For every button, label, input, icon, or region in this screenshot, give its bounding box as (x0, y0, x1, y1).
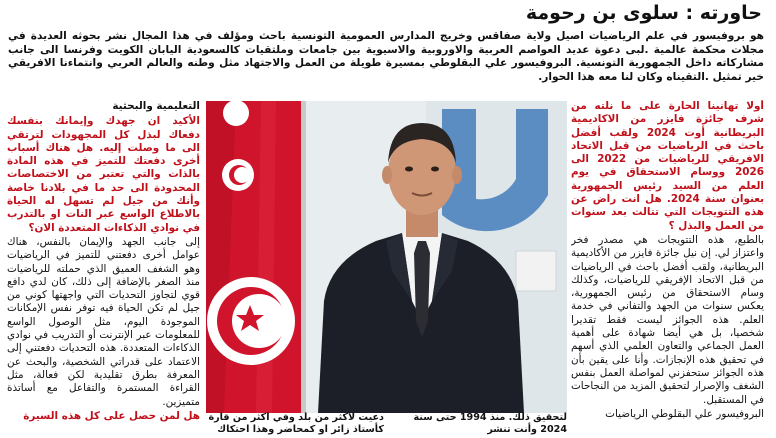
right-text-column (571, 100, 764, 438)
interview-question: أولا تهانينا الحارة على ما نلته من شرف جائزة فايزر من الاكاديمية البريطانية أوت 2024 ولقب أفضل باحث في الرياضيات من قبل الاتحاد الافريقي للرياضيات من 2022 الى 2026 ووسام الاستحقاق في يوم العلم من السيد رئيس الجمهورية بعنوان سنة 2024. هل انت راض عن هذه التتويجات التي تتالت بعد سنوات من العمل والبذل ؟ (571, 100, 764, 232)
portrait-illustration (206, 101, 567, 413)
interview-question: الأكيد ان جهدك وإيمانك بنفسك دفعاك لبذل كل المجهودات لترتقي الى ما وصلت إليه. هل هناك أسباب أخرى دفعتك للتميز في هذه المادة بالذات والتي تعتبر من الاختصاصات المحدودة الى حد ما في بلادنا خاصة وأنك من جيل لم تسهل له الحياة بالاطلاع الواسع عبر النات او بالتدرب في نوادي الذكاءات المتعددة الان؟ (7, 115, 200, 234)
left-text-column (7, 100, 200, 438)
caption-right: لتحقيق ذلك. منذ 1994 حتى سنة 2024 وأنت تنشر (413, 412, 567, 435)
interview-answer: البروفيسور علي البقلوطي الرياضيات (605, 407, 764, 420)
intro-paragraph: هو بروفيسور في علم الرياضيات اصيل ولاية صفاقس وخريج المدارس العمومية التونسية باحث ومؤلف في هذا المجال نشر بحوثه العديدة في مجلات محكمة عالمية .لبى دعوة عديد العواصم العربية والاوروبية والاسيوية بين جامعات وملتقيات كالسعودية اليابان الكويت وفرنسا الى جانب مشاركاته داخل الجمهورية التونسية. البروفيسور علي البقلوطي بمسيرة طويلة من العمل والاجتهاد مثل وطنه والعالم العربي وانتماءنا الافريقي خير تمثيل .التقيناه وكان لنا معه هذا الحوار. (8, 30, 764, 83)
interview-answer: إلى جانب الجهد والإيمان بالنفس، هناك عوامل أخرى دفعتني للتميز في الرياضيات وهو الشغف العميق الذي حملته للرياضيات منذ الصغر بالإضافة إلى ذلك، كان لدي دافع قوي لتجاوز التحديات التي واجهتها كوني من جيل لم تكن الحياة فيه توفر نفس الإمكانات الموجودة اليوم، مثل الوصول الواسع للمعلومات عبر الإنترنت أو التدريب في نوادي الذكاءات المتعددة. هذه التحديات دفعتني إلى الاعتماد على قدراتي الشخصية، والبحث عن المعرفة بطرق تقليدية لكن فعالة، مثل القراءة المستمرة والتفاعل مع أساتذة متميزين. (7, 235, 200, 408)
photo-caption-row (206, 412, 567, 438)
caption-left: دعيت لأكثر من بلد وفي أكثر من قارة كأستاذ زائر او كمحاضر وهذا احتكاك (208, 412, 384, 435)
column-lead-line: التعليمية والبحثية (112, 100, 200, 112)
portrait-photo (206, 101, 567, 413)
interviewer-byline: حاورته : سلوى بن رحومة (525, 2, 762, 24)
interview-answer: بالطبع، هذه التتويجات هي مصدر فخر واعتزاز لي. إن نيل جائزة فايزر من الأكاديمية البريطانية، ولقب أفضل باحث في الرياضيات من قبل الاتحاد الإفريقي للرياضيات، وكذلك وسام الاستحقاق من رئيس الجمهورية، يعكس سنوات من الجهد والتفاني في خدمة العلم. هذه الجوائز ليست فقط تقديرا شخصيا، بل هي أيضا شهادة على أهمية العمل الجماعي والتعاون العلمي الذي أسهم في تحقيق هذه الإنجازات. وأنا على يقين بأن هذه الجوائز ستحفزني لمواصلة العمل بنفس الشغف والإصرار لتحقيق المزيد من النجاحات في المستقبل. (571, 233, 764, 406)
interview-question: هل لمن حصل على كل هذه السيرة (23, 409, 200, 422)
